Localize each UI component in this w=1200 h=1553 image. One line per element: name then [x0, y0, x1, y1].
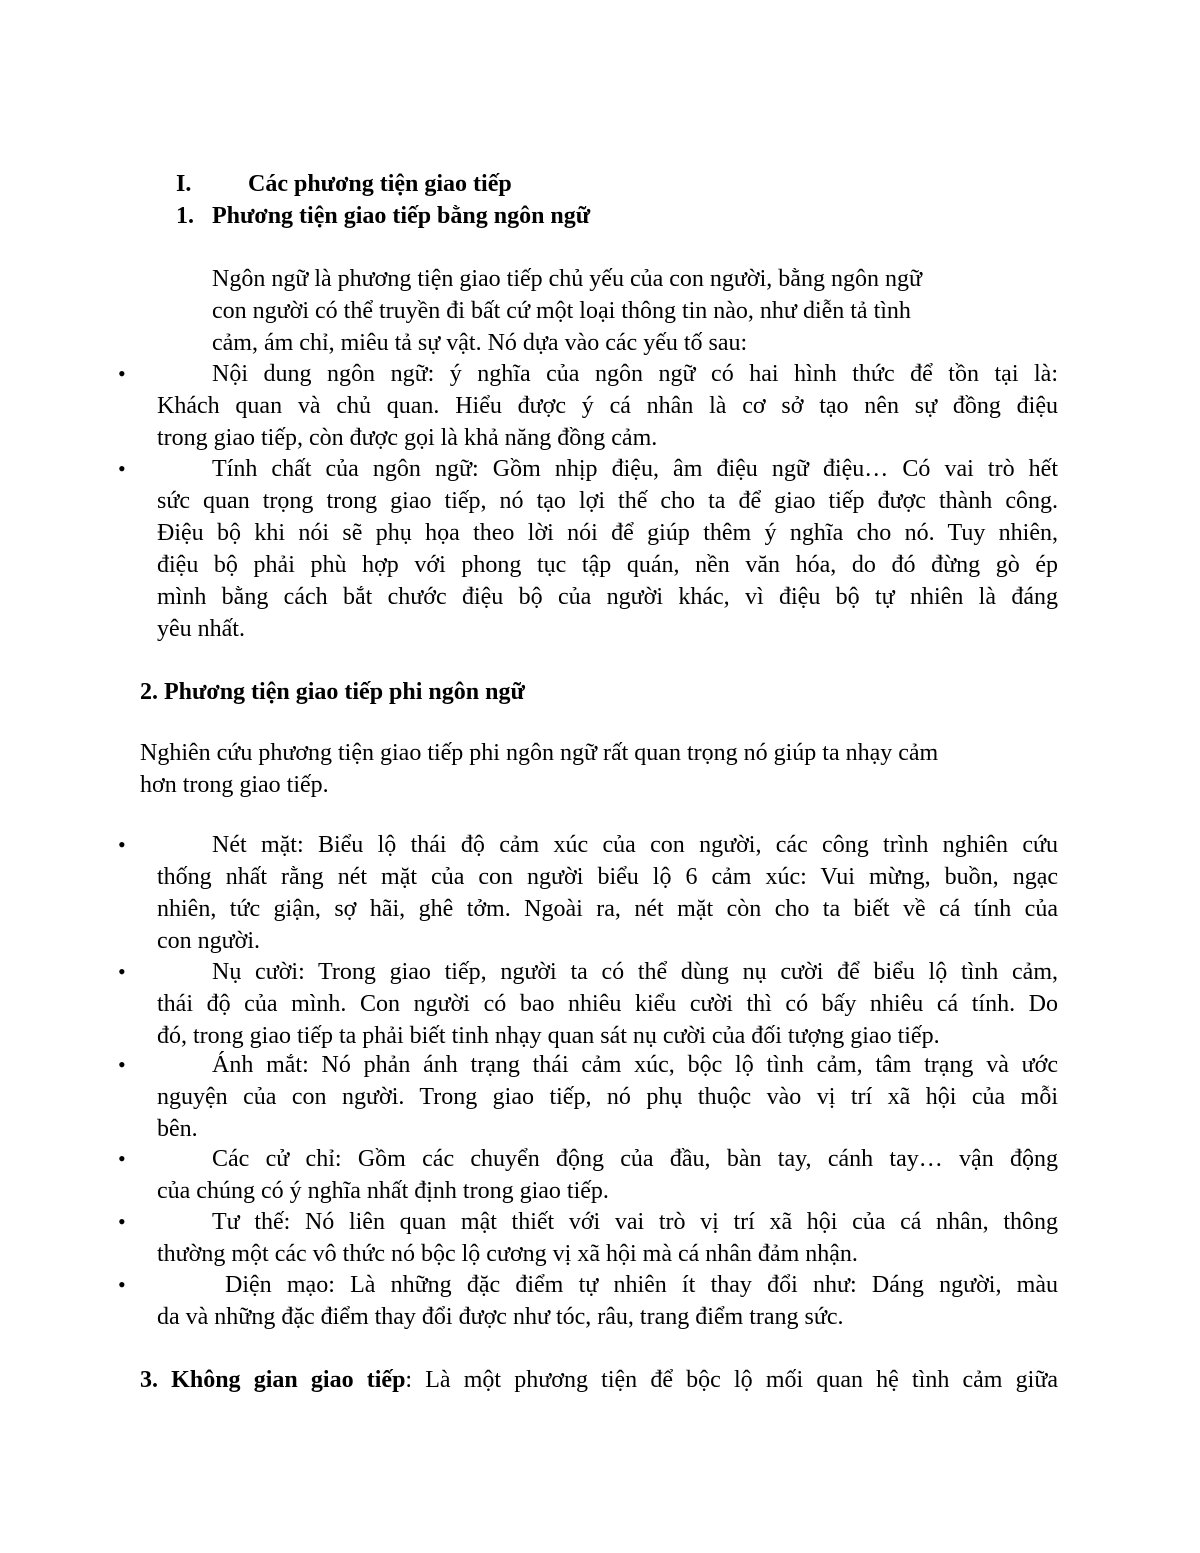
- bullet-line: bên.: [157, 1116, 198, 1142]
- bullet-line: yêu nhất.: [157, 616, 245, 642]
- paragraph-line: Ngôn ngữ là phương tiện giao tiếp chủ yếu của con người, bằng ngôn ngữ: [212, 266, 922, 292]
- paragraph-line: Nghiên cứu phương tiện giao tiếp phi ngôn ngữ rất quan trọng nó giúp ta nhạy cảm: [140, 740, 939, 766]
- section-title: Các phương tiện giao tiếp: [248, 171, 512, 197]
- subsection-3-title: 3. Không gian giao tiếp: [140, 1367, 406, 1393]
- bullet-line: da và những đặc điểm thay đổi được như tóc, râu, trang điểm trang sức.: [157, 1304, 844, 1330]
- bullet-line: Diện mạo: Là những đặc điểm tự nhiên ít thay đổi như: Dáng người, màu: [225, 1272, 1058, 1298]
- subsection-2-title: 2. Phương tiện giao tiếp phi ngôn ngữ: [140, 679, 525, 705]
- bullet-icon: •: [118, 1272, 126, 1297]
- bullet-line: nhiên, tức giận, sợ hãi, ghê tởm. Ngoài ra, nét mặt còn cho ta biết về cá tính của: [157, 896, 1058, 922]
- bullet-line: thống nhất rằng nét mặt của con người biểu lộ 6 cảm xúc: Vui mừng, buồn, ngạc: [157, 864, 1058, 890]
- bullet-line: sức quan trọng trong giao tiếp, nó tạo lợi thế cho ta để giao tiếp được thành công.: [157, 488, 1058, 514]
- paragraph-line: con người có thể truyền đi bất cứ một loại thông tin nào, như diễn tả tình: [212, 298, 911, 324]
- bullet-line: đó, trong giao tiếp ta phải biết tinh nhạy quan sát nụ cười của đối tượng giao tiếp.: [157, 1023, 940, 1049]
- subsection-3-line: [140, 1364, 1058, 1396]
- bullet-line: Tư thế: Nó liên quan mật thiết với vai trò vị trí xã hội của cá nhân, thông: [212, 1209, 1058, 1235]
- bullet-line: của chúng có ý nghĩa nhất định trong giao tiếp.: [157, 1178, 609, 1204]
- bullet-icon: •: [118, 832, 126, 857]
- bullet-line: Nụ cười: Trong giao tiếp, người ta có thể dùng nụ cười để biểu lộ tình cảm,: [212, 959, 1058, 985]
- paragraph-line: cảm, ám chỉ, miêu tả sự vật. Nó dựa vào các yếu tố sau:: [212, 330, 748, 356]
- bullet-line: Nét mặt: Biểu lộ thái độ cảm xúc của con người, các công trình nghiên cứu: [212, 832, 1058, 858]
- bullet-line: mình bằng cách bắt chước điệu bộ của người khác, vì điệu bộ tự nhiên là đáng: [157, 584, 1058, 610]
- paragraph-line: hơn trong giao tiếp.: [140, 772, 329, 798]
- bullet-line: Điệu bộ khi nói sẽ phụ họa theo lời nói để giúp thêm ý nghĩa cho nó. Tuy nhiên,: [157, 520, 1058, 546]
- bullet-line: con người.: [157, 928, 261, 954]
- bullet-icon: •: [118, 456, 126, 481]
- bullet-line: Ánh mắt: Nó phản ánh trạng thái cảm xúc, bộc lộ tình cảm, tâm trạng và ước: [212, 1052, 1058, 1078]
- bullet-line: thái độ của mình. Con người có bao nhiêu kiểu cười thì có bấy nhiêu cá tính. Do: [157, 991, 1058, 1017]
- subsection-1-number: 1.: [176, 203, 194, 229]
- bullet-line: Tính chất của ngôn ngữ: Gồm nhịp điệu, âm điệu ngữ điệu… Có vai trò hết: [212, 456, 1058, 482]
- bullet-line: Các cử chỉ: Gồm các chuyển động của đầu, bàn tay, cánh tay… vận động: [212, 1146, 1058, 1172]
- bullet-line: điệu bộ phải phù hợp với phong tục tập quán, nền văn hóa, do đó đừng gò ép: [157, 552, 1058, 578]
- bullet-icon: •: [118, 361, 126, 386]
- bullet-icon: •: [118, 1052, 126, 1077]
- bullet-icon: •: [118, 1209, 126, 1234]
- bullet-line: thường một các vô thức nó bộc lộ cương vị xã hội mà cá nhân đảm nhận.: [157, 1241, 858, 1267]
- bullet-icon: •: [118, 959, 126, 984]
- bullet-line: nguyện của con người. Trong giao tiếp, nó phụ thuộc vào vị trí xã hội của mỗi: [157, 1084, 1058, 1110]
- bullet-line: trong giao tiếp, còn được gọi là khả năng đồng cảm.: [157, 425, 658, 451]
- bullet-line: Khách quan và chủ quan. Hiểu được ý cá nhân là cơ sở tạo nên sự đồng điệu: [157, 393, 1058, 419]
- bullet-line: Nội dung ngôn ngữ: ý nghĩa của ngôn ngữ có hai hình thức để tồn tại là:: [212, 361, 1058, 387]
- subsection-3-text: : Là một phương tiện để bộc lộ mối quan hệ tình cảm giữa: [405, 1367, 1058, 1393]
- subsection-1-title: Phương tiện giao tiếp bằng ngôn ngữ: [212, 203, 591, 229]
- section-number: I.: [176, 171, 192, 197]
- bullet-icon: •: [118, 1146, 126, 1171]
